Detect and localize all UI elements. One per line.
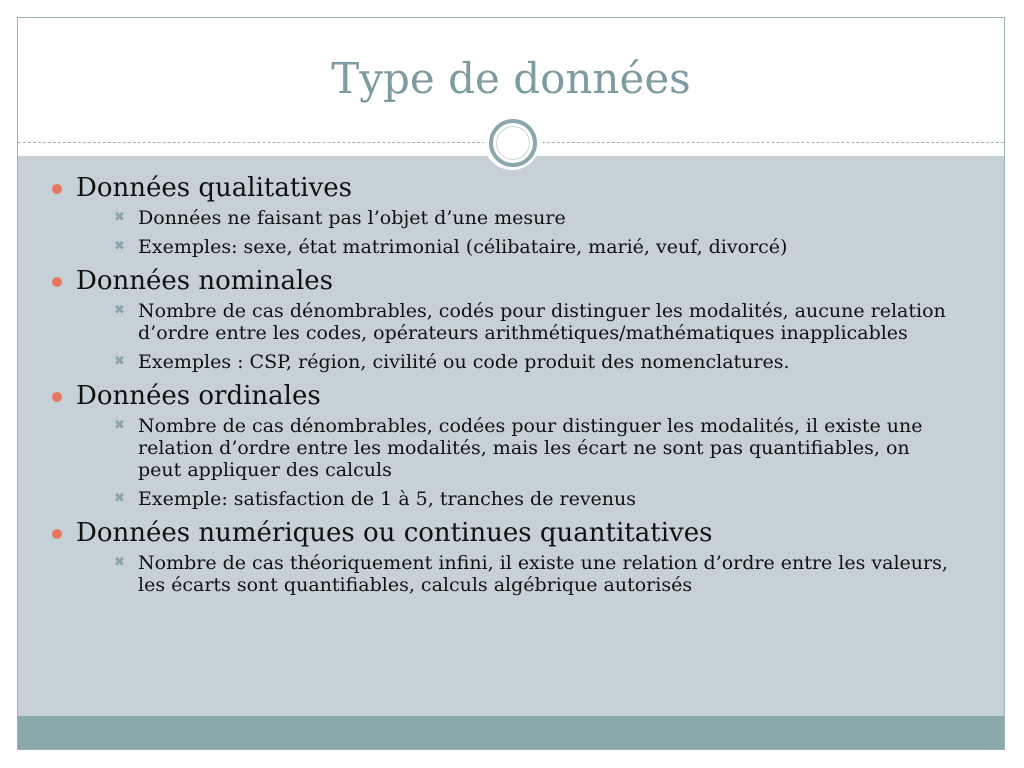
sub-item-text: Exemples : CSP, région, civilité ou code produit des nomenclatures. [138,351,790,373]
sub-item [52,300,948,344]
sub-item [52,236,948,258]
slide-title: Type de données [331,54,691,103]
x-bullet-icon: ✖ [114,418,125,433]
sub-item-text: Exemple: satisfaction de 1 à 5, tranches de revenus [138,488,637,510]
sub-item [52,351,948,373]
sub-item-text: Nombre de cas dénombrables, codés pour distinguer les modalités, aucune relation d’ordre entre les codes, opérateurs arithmétiques/mathématiques inapplicables [138,300,946,344]
x-bullet-icon: ✖ [114,210,125,225]
ring-ornament-icon [489,119,537,167]
footer-band [18,716,1004,750]
sub-item [52,488,948,510]
sub-item-text: Nombre de cas dénombrables, codées pour distinguer les modalités, il existe une relation d’ordre entre les modalités, mais les écart ne sont pas quantifiables, on peut appliquer des calculs [138,415,923,481]
sub-item [52,552,948,596]
circle-bullet-icon [52,277,62,287]
x-bullet-icon: ✖ [114,491,125,506]
bullet-list [52,172,972,603]
x-bullet-icon: ✖ [114,239,125,254]
sub-item-text: Nombre de cas théoriquement infini, il existe une relation d’ordre entre les valeurs, les écarts sont quantifiables, calculs algébrique autorisés [138,552,948,596]
x-bullet-icon: ✖ [114,354,125,369]
section-heading [52,172,972,204]
sub-list [52,415,972,510]
sub-item-text: Exemples: sexe, état matrimonial (célibataire, marié, veuf, divorcé) [138,236,788,258]
slide [17,17,1005,750]
section-heading [52,517,972,549]
section-heading [52,380,972,412]
section-heading-text: Données ordinales [76,381,321,411]
sub-list [52,552,972,596]
sub-list [52,300,972,373]
section-heading-text: Données numériques ou continues quantitatives [76,518,713,548]
circle-bullet-icon [52,184,62,194]
sub-list [52,207,972,258]
x-bullet-icon: ✖ [114,555,125,570]
circle-bullet-icon [52,392,62,402]
section-heading-text: Données qualitatives [76,173,353,203]
circle-bullet-icon [52,529,62,539]
sub-item [52,207,948,229]
sub-item [52,415,948,481]
section-heading [52,265,972,297]
x-bullet-icon: ✖ [114,303,125,318]
section-heading-text: Données nominales [76,266,334,296]
sub-item-text: Données ne faisant pas l’objet d’une mesure [138,207,566,229]
